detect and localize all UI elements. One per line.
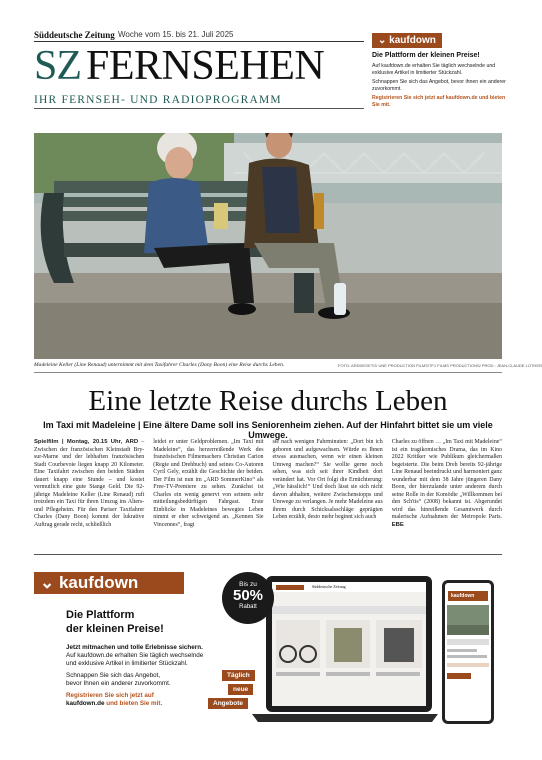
- kaufdown-logo-top: [372, 33, 442, 48]
- ad-cta-line-2: und bieten Sie mit.: [104, 699, 163, 707]
- laptop-illustration: [252, 572, 438, 728]
- ad-heading-line-1: Die Plattform: [66, 609, 135, 621]
- ad-heading: [66, 608, 164, 636]
- ad-line-5: bevor Ihnen ein anderer zuvorkommt.: [66, 679, 171, 687]
- laptop-mockup: [252, 572, 438, 728]
- top-ad-body2: Schnappen Sie sich das Angebot, bevor ihnen ein anderer zuvorkommt.: [372, 79, 506, 92]
- article-author: EBE: [391, 521, 404, 528]
- photo-credit: FOTO: ARDDEGETO/ UNE PRODUCTION FILMS/TF1 FILMS PRODUCTIONS/ PROD.: JEAN-CLAUDE LOTHER: [338, 363, 542, 368]
- phone-badge: kaufdown: [448, 591, 488, 601]
- kaufdown-logo: [34, 572, 184, 594]
- phone-illustration: [445, 601, 491, 701]
- article-subhead: Im Taxi mit Madeleine | Eine ältere Dame soll ins Seniorenheim ziehen. Auf der Hinfahrt bittet sie um viele Umwege.: [43, 420, 493, 440]
- discount-suffix: Rabatt: [239, 604, 257, 610]
- logo-subtitle: IHR FERNSEH- UND RADIOPROGRAMM: [34, 94, 282, 106]
- logo-title: FERNSEHEN: [86, 43, 325, 89]
- article-column-2: leidet er unter Geldproblemen. „Im Taxi mit Madeleine“, das herzerreißende Werk des französischen Filmemachers Christian Carion (Regie und Drehbuch) und seines Co-Autoren Cyril Gely, erzählt die Geschichte der beiden. Der Film ist nun im „ARD SommerKino“ als Free-TV-Premiere zu sehen. Zunächst ist Charles ein wenig genervt von seinem sehr mitteilungsbedürftigen Fahrgast. Erste Einblicke in Madeleines bewegtes Leben nimmt er eher schweigend an. „Kennen Sie Vincennes“, fragt: [153, 439, 264, 528]
- top-ad[interactable]: [372, 30, 510, 110]
- section-divider: [34, 554, 502, 555]
- column-4-text: Charles zu öffnen … „Im Taxi mit Madeleine“ ist ein tragikomisches Drama, das im Kino 2022 Kritiker wie Publikum gleichermaßen begeisterte. Die beim Dreh bereits 92-jährige Line Renaud beeindruckt und harmoniert ganz wunderbar mit dem 38 Jahre jüngeren Dany Boon, der hierzulande unter anderem durch seine Rolle in der Komödie „Willkommen bei den Sch'tis“ (2008) bekannt ist. Abgerundet wird das hinreißende Gesamtwerk durch malerische Aufnahmen der Metropole Paris.: [391, 439, 502, 520]
- top-ad-body: Auf kaufdown.de erhalten Sie täglich wechselnde und exklusive Artikel in limitierter Stückzahl.: [372, 63, 496, 76]
- masthead-brand: Süddeutsche Zeitung: [34, 30, 115, 40]
- article-body: [34, 439, 502, 529]
- photo-caption: Madeleine Keller (Line Renaud) unternimmt mit dem Taxifahrer Charles (Dany Boon) eine Reise durchs Leben.: [34, 362, 285, 368]
- ad-cta[interactable]: [66, 692, 162, 708]
- tag-taeglich: Täglich: [222, 670, 255, 681]
- column-1-text: – Zwischen der französischen Kleinstadt Bry-sur-Marne und der lebhaften französischen Stadt Courbevoie liegen knapp 20 Kilometer. Eine Taxifahrt zwischen den beiden Städten dauert knapp eine Stunde – und kostet vermutlich eine gute Stange Geld. Die 92-jährige Madeleine Keller (Line Renaud) ruft trotzdem ein Taxi für ihren Umzug ins Alters- und Pflegeheim. Für den Pariser Taxifahrer Charles (Dany Boon) kommt der lukrative Auftrag gerade recht, schließlich: [34, 439, 145, 528]
- article-headline: Eine letzte Reise durchs Leben: [88, 385, 448, 417]
- tag-neue: neue: [228, 684, 253, 695]
- article-lead: Spielfilm | Montag, 20.15 Uhr, ARD: [34, 439, 139, 445]
- chevron-down-icon: ⌄: [378, 35, 390, 46]
- bottom-ad[interactable]: [34, 566, 502, 736]
- article-column-4: [392, 439, 502, 529]
- masthead-rule: [34, 41, 364, 42]
- top-ad-cta[interactable]: Registrieren Sie sich jetzt auf kaufdown.de und bieten Sie mit.: [372, 95, 506, 108]
- ad-text-1: [66, 644, 203, 667]
- article-column-3: sie nach wenigen Fahrminuten: „Dort bin ich geboren und aufgewachsen. Würde es Ihnen etwas ausmachen, wenn wir einen kleinen Umweg machen?“ Sie wollte gerne noch sehen, was sich seit ihrer Kindheit dort verändert hat. Vor Ort folgt die Ernüchterung: „Wie hässlich!“ Und doch lässt sie sich nicht davon abhalten, weitere Zwischenstopps und Umwege zu verlangen. Je mehr Madeleine aus ihrem durch Schicksalsschläge geprägten Leben erzählt, desto mehr beginnt sich auch: [272, 439, 383, 520]
- ad-heading-line-2: der kleinen Preise!: [66, 623, 164, 635]
- logo-sz: SZ: [34, 43, 82, 89]
- discount-prefix: Bis zu: [239, 581, 257, 588]
- discount-value: 50%: [232, 587, 264, 604]
- logo-rule: [34, 108, 364, 109]
- article-photo: [34, 133, 502, 359]
- phone-mockup: [442, 580, 494, 724]
- article-column-1: [34, 439, 144, 529]
- ad-line-3: und exklusive Artikel in limitierter Stückzahl.: [66, 659, 188, 667]
- badge-text: kaufdown: [58, 573, 139, 592]
- masthead-week: Woche vom 15. bis 21. Juli 2025: [118, 30, 234, 39]
- ad-cta-link[interactable]: kaufdown.de: [66, 699, 105, 707]
- chevron-down-icon: ⌄: [40, 573, 59, 592]
- badge-text: kaufdown: [389, 35, 436, 46]
- ad-text-2: [66, 672, 171, 688]
- photo-illustration: [34, 133, 502, 359]
- ad-line-2: Auf kaufdown.de erhalten Sie täglich wechselnde: [66, 651, 204, 659]
- screen-brand: Süddeutsche Zeitung: [312, 584, 346, 589]
- ad-cta-line-1: Registrieren Sie sich jetzt auf: [66, 692, 154, 699]
- caption-rule: [34, 372, 502, 373]
- discount-badge: [222, 572, 274, 624]
- ad-line-4: Schnappen Sie sich das Angebot,: [66, 672, 161, 679]
- tag-angebote: Angebote: [208, 698, 248, 709]
- top-ad-heading: Die Plattform der kleinen Preise!: [372, 52, 480, 59]
- ad-line-1: Jetzt mitmachen und tolle Erlebnisse sichern.: [66, 644, 203, 651]
